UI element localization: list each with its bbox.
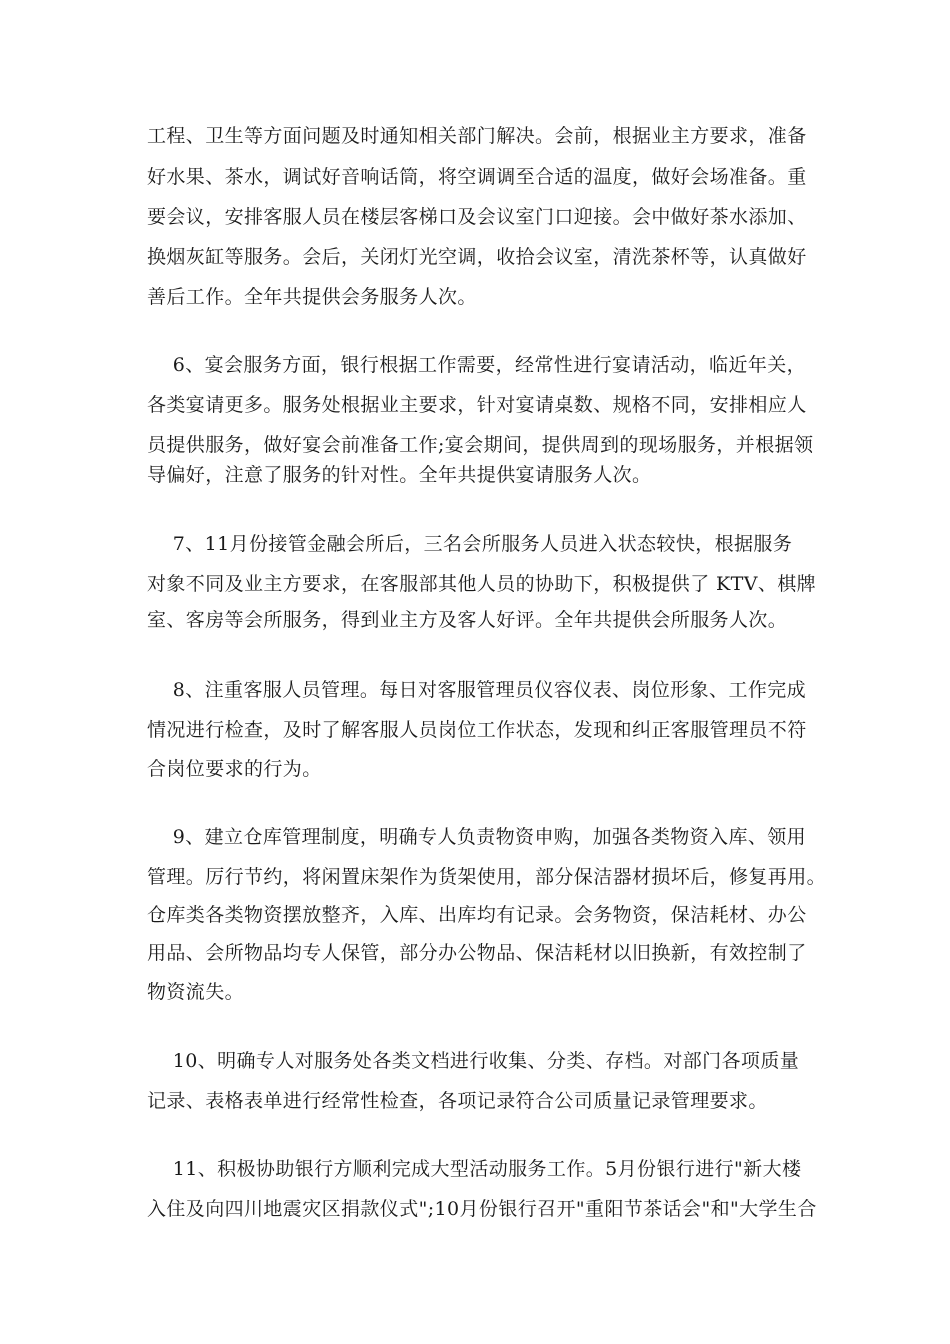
paragraph-7-line-2: 对象不同及业主方要求，在客服部其他人员的协助下，积极提供了 KTV、棋牌 xyxy=(147,573,817,595)
paragraph-8-line-2: 情况进行检查，及时了解客服人员岗位工作状态，发现和纠正客服管理员不符 xyxy=(147,719,807,741)
paragraph-1-line-5: 善后工作。全年共提供会务服务人次。 xyxy=(147,286,477,308)
paragraph-9-line-2: 管理。厉行节约，将闲置床架作为货架使用，部分保洁器材损坏后，修复再用。 xyxy=(147,866,827,888)
paragraph-1-line-4: 换烟灰缸等服务。会后，关闭灯光空调，收拾会议室，清洗茶杯等，认真做好 xyxy=(147,246,807,268)
paragraph-6-line-3: 员提供服务，做好宴会前准备工作;宴会期间，提供周到的现场服务，并根据领 xyxy=(147,434,814,456)
paragraph-10-line-1: 10、明确专人对服务处各类文档进行收集、分类、存档。对部门各项质量 xyxy=(147,1050,800,1072)
paragraph-8-line-1: 8、注重客服人员管理。每日对客服管理员仪容仪表、岗位形象、工作完成 xyxy=(147,679,807,701)
paragraph-8-line-3: 合岗位要求的行为。 xyxy=(147,758,322,780)
paragraph-9-line-4: 用品、会所物品均专人保管，部分办公物品、保洁耗材以旧换新，有效控制了 xyxy=(147,942,807,964)
paragraph-10-line-2: 记录、表格表单进行经常性检查，各项记录符合公司质量记录管理要求。 xyxy=(147,1090,768,1112)
paragraph-1-line-2: 好水果、茶水，调试好音响话筒，将空调调至合适的温度，做好会场准备。重 xyxy=(147,166,807,188)
paragraph-9-line-5: 物资流失。 xyxy=(147,981,245,1003)
paragraph-9-line-3: 仓库类各类物资摆放整齐，入库、出库均有记录。会务物资，保洁耗材、办公 xyxy=(147,904,807,926)
paragraph-9-line-1: 9、建立仓库管理制度，明确专人负责物资申购，加强各类物资入库、领用 xyxy=(147,826,807,848)
paragraph-11-line-2: 入住及向四川地震灾区捐款仪式";10月份银行召开"重阳节茶话会"和"大学生合 xyxy=(147,1198,817,1220)
paragraph-1-line-1: 工程、卫生等方面问题及时通知相关部门解决。会前，根据业主方要求，准备 xyxy=(147,125,807,147)
paragraph-11-line-1: 11、积极协助银行方顺利完成大型活动服务工作。5月份银行进行"新大楼 xyxy=(147,1158,802,1180)
paragraph-7-line-3: 室、客房等会所服务，得到业主方及客人好评。全年共提供会所服务人次。 xyxy=(147,609,788,631)
paragraph-7-line-1: 7、11月份接管金融会所后，三名会所服务人员进入状态较快，根据服务 xyxy=(147,533,793,555)
paragraph-6-line-4: 导偏好，注意了服务的针对性。全年共提供宴请服务人次。 xyxy=(147,464,652,486)
paragraph-6-line-1: 6、宴会服务方面，银行根据工作需要，经常性进行宴请活动，临近年关， xyxy=(147,354,807,376)
paragraph-6-line-2: 各类宴请更多。服务处根据业主要求，针对宴请桌数、规格不同，安排相应人 xyxy=(147,394,807,416)
paragraph-1-line-3: 要会议，安排客服人员在楼层客梯口及会议室门口迎接。会中做好茶水添加、 xyxy=(147,206,807,228)
